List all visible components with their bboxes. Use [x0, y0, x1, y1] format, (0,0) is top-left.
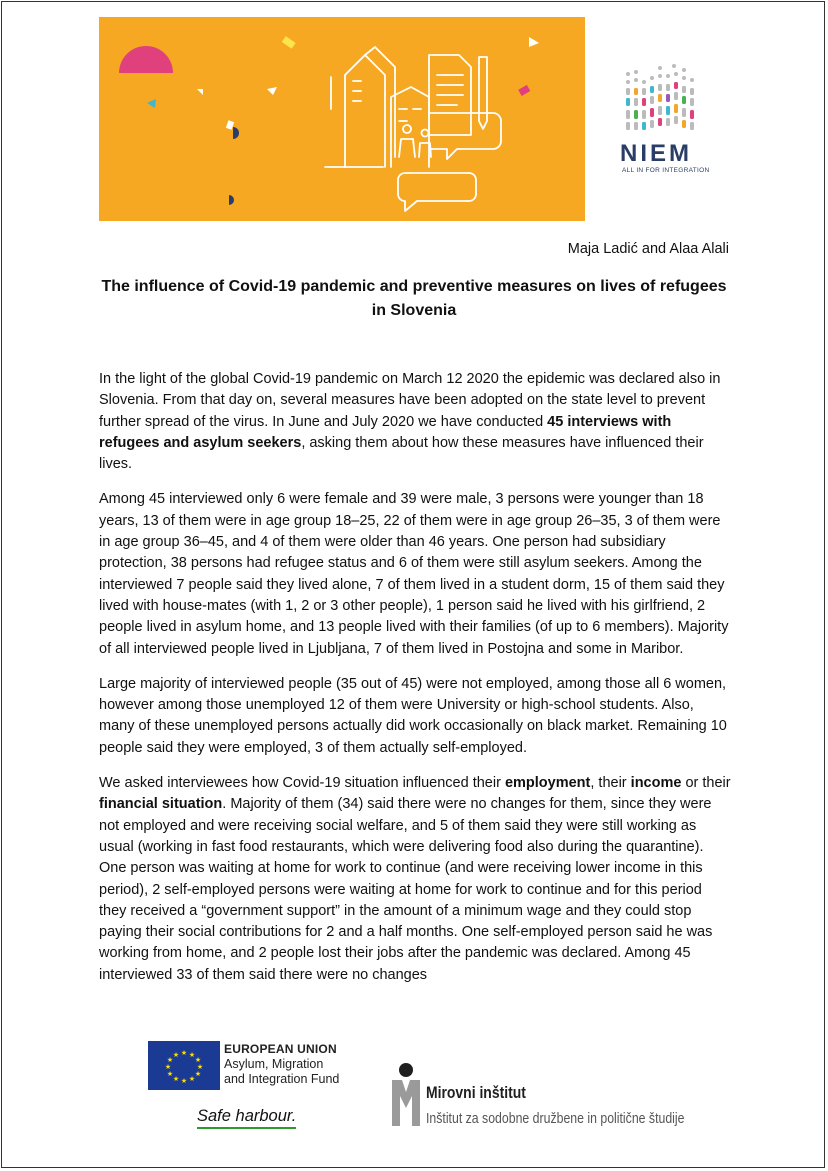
- mirovni-logo-icon: [388, 1062, 424, 1126]
- niem-logo: [612, 62, 710, 182]
- paragraph-4: We asked interviewees how Covid-19 situation influenced their employment, their income or their financial situation. Majority of them (34) said there were no changes for them, since they were not employed and were receiving social welfare, and 5 of them said they were still working as usual (working in fast food restaurants, which were delivering food also during the quarantine). One person was waiting at home for work to continue (and were receiving lower income in this period), 2 self-employed persons were waiting at home for work to continue and for this period they received a “government support” in the amount of a minimum wage and they could stop paying their social contributions for 2 and a half months. One self-employed person said he was working from home, and 2 people lost their jobs after the pandemic was declared. Among 45 interviewed 33 of them said there were no changes: [99, 775, 731, 983]
- svg-text:★: ★: [188, 1051, 196, 1059]
- svg-text:★: ★: [180, 1077, 188, 1085]
- svg-text:★: ★: [172, 1051, 180, 1059]
- niem-wordmark: NIEM: [620, 140, 692, 167]
- svg-text:★: ★: [194, 1070, 202, 1078]
- paragraph-3: Large majority of interviewed people (35 out of 45) were not employed, among those all 6 women, however among those unemployed 12 of them were University or high-school students. Also, many of these unemployed persons actually did work occasionally on black market. Remaining 10 people said they were employed, 3 of them actually self-employed.: [99, 675, 727, 756]
- body-text: [99, 369, 731, 1000]
- svg-text:★: ★: [180, 1049, 188, 1057]
- svg-text:★: ★: [166, 1070, 174, 1078]
- svg-text:★: ★: [194, 1056, 202, 1064]
- header-banner: [99, 17, 585, 221]
- niem-tagline: ALL IN FOR INTEGRATION: [622, 167, 710, 174]
- mirovni-name: Mirovni inštitut: [426, 1083, 526, 1102]
- svg-text:★: ★: [196, 1063, 204, 1071]
- svg-text:★: ★: [164, 1063, 172, 1071]
- document-title: The influence of Covid-19 pandemic and preventive measures on lives of refugees in Slovenia: [101, 278, 727, 319]
- mirovni-subtitle: Inštitut za sodobne družbene in politične študije: [426, 1110, 685, 1127]
- banner-illustration: [99, 17, 585, 221]
- svg-text:★: ★: [172, 1075, 180, 1083]
- eu-fund-label: EUROPEAN UNION Asylum, Migration and Integration Fund: [224, 1042, 340, 1086]
- eu-flag-icon: [148, 1041, 220, 1090]
- paragraph-1: In the light of the global Covid-19 pandemic on March 12 2020 the epidemic was declared also in Slovenia. From that day on, several measures have been adopted on the state level to prevent further spread of the virus. In June and July 2020 we have conducted 45 interviews with refugees and asylum seekers, asking them about how these measures have influenced their lives.: [99, 371, 721, 473]
- svg-text:★: ★: [188, 1075, 196, 1083]
- svg-text:★: ★: [166, 1056, 174, 1064]
- niem-dots-graphic: [618, 62, 698, 130]
- paragraph-2: Among 45 interviewed only 6 were female and 39 were male, 3 persons were younger than 18 years, 13 of them were in age group 18–25, 22 of them were in age group 26–35, 3 of them were in age group 36–45, and 4 of them were older than 46 years. One person had subsidiary protection, 38 persons had refugee status and 6 of them were still asylum seekers. Among the interviewed 7 people said they lived alone, 7 of them lived in a student dorm, 15 of them said they lived with house-mates (with 1, 2 or 3 other people), 1 person said he lived with his girlfriend, 2 people lived in asylum home, and 13 people lived with their families (of up to 6 members). Majority of all interviewed people lived in Ljubljana, 7 of them lived in Postojna and some in Maribor.: [99, 491, 729, 657]
- project-name: Safe harbour.: [197, 1107, 296, 1129]
- authors-line: Maja Ladić and Alaa Alali: [567, 241, 729, 257]
